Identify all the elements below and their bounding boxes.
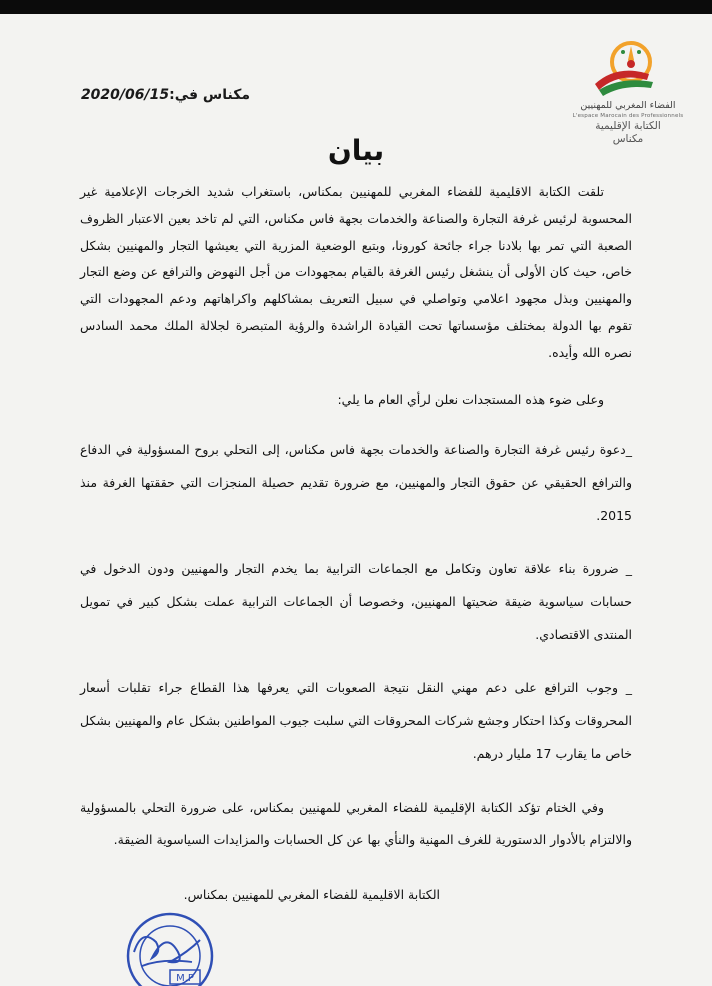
org-logo xyxy=(568,34,688,145)
list-item: _ ضرورة بناء علاقة تعاون وتكامل مع الجماعات الترابية بما يخدم التجار والمهنيين ودون الدخول في حسابات سياسوية ضيقة ضحيتها المهنيين، وخصوصا أن الجماعات الترابية عملت بشكل كبير في تمويل المنتدى الاقتصادي. xyxy=(80,561,632,643)
date-value: 2020/06/15 xyxy=(80,87,170,103)
svg-text:M.P: M.P xyxy=(176,973,194,984)
list-item: _دعوة رئيس غرفة التجارة والصناعة والخدمات بجهة فاس مكناس، إلى التحلي بروح المسؤولية في الدفاع والترافع الحقيقي عن حقوق التجار والمهنيين، مع ضرورة تقديم حصيلة المنجزات التي حققتها الغرفة منذ 2015. xyxy=(80,442,632,524)
logo-dept: الكتابة الإقليمية xyxy=(595,120,661,132)
date-line xyxy=(80,87,250,103)
logo-org-arabic: الفضاء المغربي للمهنيين xyxy=(580,100,676,111)
logo-org-latin: L'espace Marocain des Professionnels xyxy=(572,113,684,119)
paragraph-main: تلقت الكتابة الاقليمية للفضاء المغربي للمهنيين بمكناس، باستغراب شديد الخرجات الإعلامية غير المحسوبة لرئيس غرفة التجارة والصناعة والخدمات بجهة فاس مكناس، التي لم تاخد بعين الاعتبار الظروف الصعبة التي تمر بها بلادنا جراء جائحة كورونا، وبتبع الوضعية المزرية التي يعيشها التجار والمهنيين بشكل خاص، حيث كان الأولى أن ينشغل رئيس الغرفة بالقيام بمجهودات من أجل النهوض والترافع عن وضع التجار والمهنيين وبذل مجهود اعلامي وتواصلي في سبيل التعريف بمشاكلهم واكراهاتهم ودعم المجهودات التي تقوم بها الدولة بمختلف مؤسساتها تحت القيادة الراشدة والرؤية المتبصرة لجلالة الملك محمد السادس نصره الله وأيده. xyxy=(80,184,632,360)
document-body xyxy=(80,179,632,856)
status-bar xyxy=(0,0,712,14)
paragraph-closing: وفي الختام تؤكد الكتابة الإقليمية للفضاء المغربي للمهنيين بمكناس، على ضرورة التحلي بالمسؤولية والالتزام بالأدوار الدستورية للغرف المهنية والنأي بها عن كل الحسابات والمزايدات السياسوية الضيقة. xyxy=(80,800,632,848)
paragraph-intro: وعلى ضوء هذه المستجدات نعلن لرأي العام ما يلي: xyxy=(337,391,604,407)
list-item: _ وجوب الترافع على دعم مهني النقل نتيجة الصعوبات التي يعرفها هذا القطاع جراء تقلبات أسعار المحروقات وكذا احتكار وجشع شركات المحروقات التي سلبت جيوب المواطنين بشكل عام والمهنيين بشكل خاص ما يقارب 17 مليار درهم. xyxy=(80,680,632,762)
signoff: الكتابة الاقليمية للفضاء المغربي للمهنيين بمكناس. xyxy=(183,887,440,902)
logo-city: مكناس xyxy=(612,133,644,145)
logo-emblem-icon xyxy=(587,34,669,96)
document-page xyxy=(0,14,712,986)
date-label: مكناس في: xyxy=(169,87,250,103)
document-title: بيان xyxy=(327,134,385,167)
stamp-icon xyxy=(112,906,232,986)
